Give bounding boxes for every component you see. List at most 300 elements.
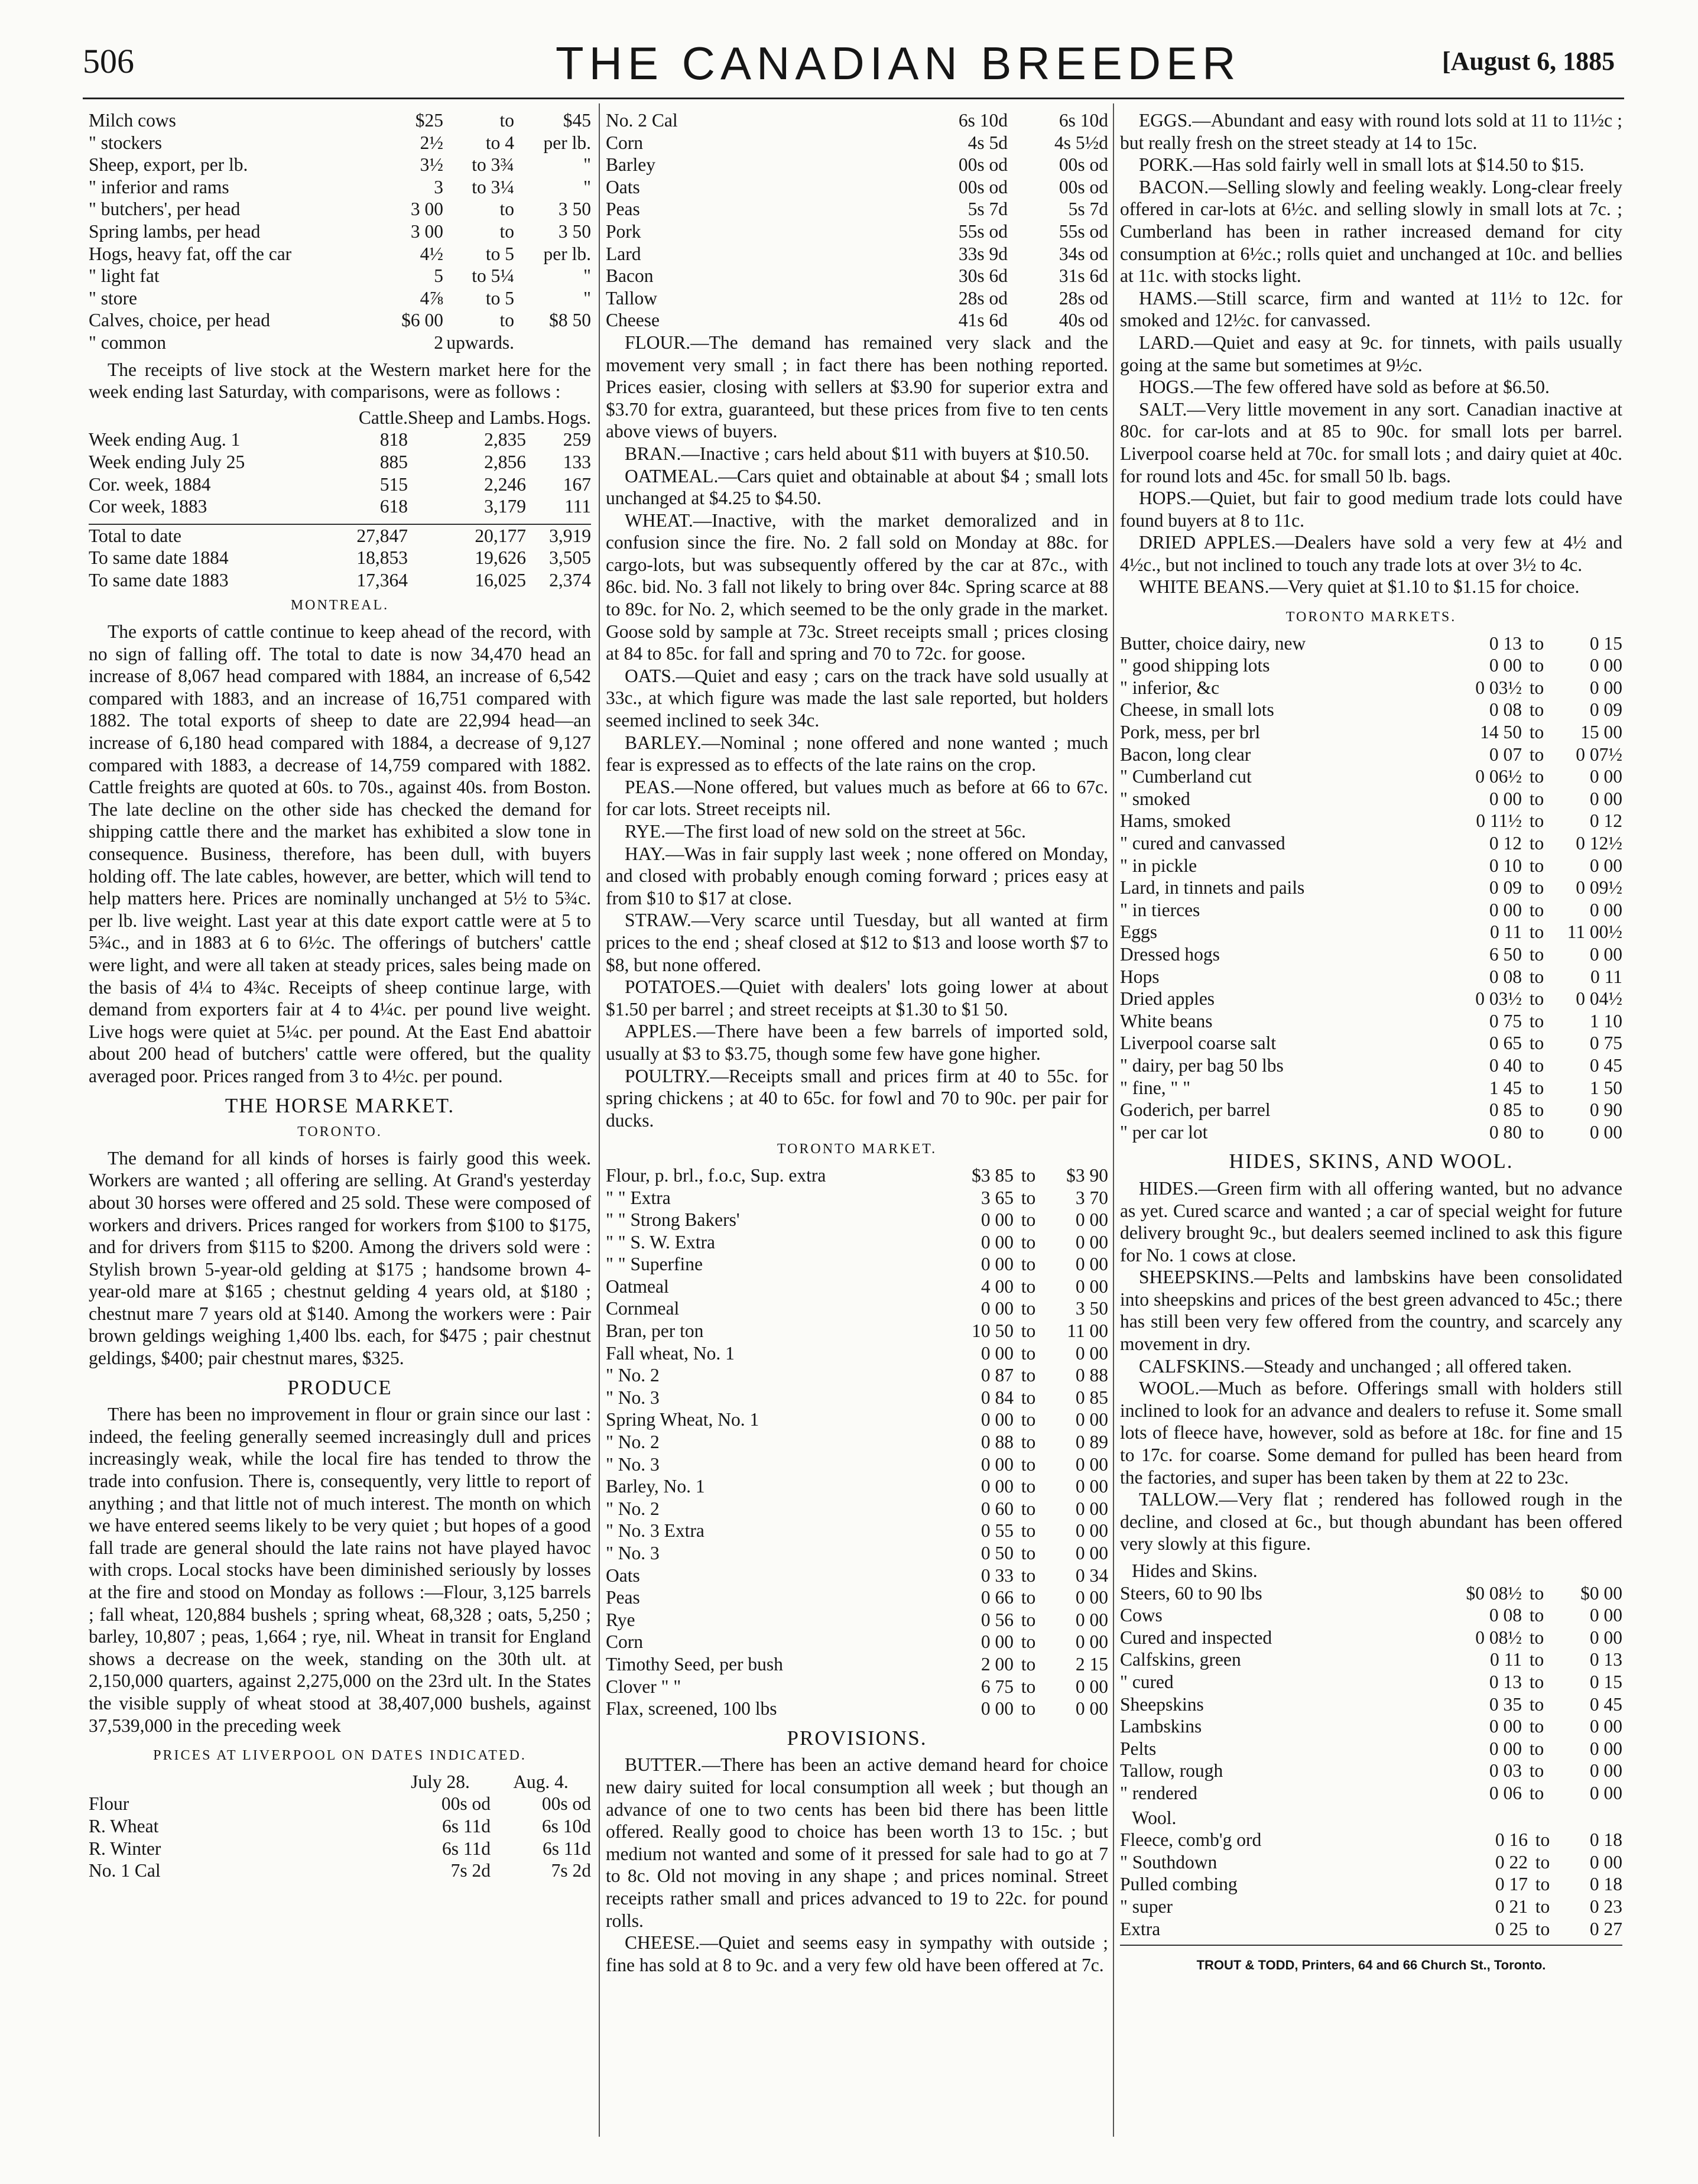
table-cell: No. 2 Cal bbox=[606, 110, 678, 131]
table-cell: Pulled combing bbox=[1120, 1874, 1238, 1895]
table-row bbox=[606, 1520, 1108, 1542]
report-paragraph: FLOUR.—The demand has remained very slack and the movement very small ; in fact there has been nothing reported. Prices easier, closing with sellers at $3.90 for superior extra and $3.70 for extra, guaranteed, but these prices from five to ten cents above views of buyers. bbox=[606, 332, 1108, 442]
column-3 bbox=[1120, 109, 1622, 1977]
table-cell: " per car lot bbox=[1120, 1121, 1208, 1143]
table-cell: to bbox=[1529, 655, 1544, 676]
table-cell: 0 88 bbox=[1075, 1365, 1108, 1386]
report-paragraph: STRAW.—Very scarce until Tuesday, but all wanted at firm prices to the end ; sheaf closed at $12 to $13 and loose worth $7 to $8, but none offered. bbox=[606, 910, 1108, 975]
table-cell: Corn bbox=[606, 132, 643, 153]
table-row bbox=[606, 1475, 1108, 1498]
table-cell: Cows bbox=[1120, 1605, 1163, 1626]
provisions-heading: PROVISIONS. bbox=[787, 1726, 927, 1750]
table-row bbox=[1120, 1693, 1622, 1716]
table-row bbox=[606, 309, 1108, 332]
table-row bbox=[606, 1565, 1108, 1587]
table-cell: 0 00 bbox=[1489, 655, 1522, 676]
report-paragraph: WHEAT.—Inactive, with the market demoralized and in confusion since the fire. No. 2 fall sold on Monday at 88c. for cargo-lots, but was subsequently offered by the car at 87c., with 86c. bid. No. 3 fall not likely to bring over 84c. Spring scarce at 88 to 89c. for No. 2, which seemed to be the only grade in the market. Goose sold by sample at 73c. Street receipts small ; prices closing at 84 to 85c. for fall and spring and 70 to 72c. for goose. bbox=[606, 510, 1108, 664]
table-row bbox=[89, 198, 591, 220]
table-cell: 0 00 bbox=[1589, 1782, 1622, 1803]
grain-market-reports bbox=[606, 332, 1108, 1131]
hides-heading: HIDES, SKINS, AND WOOL. bbox=[1229, 1150, 1514, 1173]
table-cell: Pelts bbox=[1120, 1738, 1157, 1759]
table-cell: Oats bbox=[606, 176, 640, 197]
table-row bbox=[606, 1320, 1108, 1342]
table-cell: 0 11 bbox=[1590, 966, 1622, 987]
table-cell: Butter, choice dairy, new bbox=[1120, 632, 1306, 654]
table-row bbox=[1120, 721, 1622, 744]
table-cell: 14 50 bbox=[1480, 722, 1522, 743]
masthead-title: THE CANADIAN BREEDER bbox=[556, 37, 1241, 89]
table-cell: Spring lambs, per head bbox=[89, 220, 261, 242]
table-cell: Hops bbox=[1120, 966, 1160, 987]
table-cell: to bbox=[1535, 1874, 1550, 1895]
report-paragraph: POULTRY.—Receipts small and prices firm at 40 to 55c. for spring chickens ; at 40 to 65c. for fowl and 70 to 90c. per pair for ducks. bbox=[606, 1065, 1108, 1131]
table-cell: to bbox=[1529, 988, 1544, 1010]
table-cell: 11 00½ bbox=[1567, 921, 1622, 943]
table-cell: 27,847 bbox=[356, 525, 408, 546]
table-row bbox=[1120, 744, 1622, 766]
table-cell: to bbox=[1021, 1432, 1036, 1453]
table-cell: 0 03½ bbox=[1475, 677, 1522, 698]
table-cell: 0 13 bbox=[1489, 1671, 1522, 1692]
table-cell: Calfskins, green bbox=[1120, 1649, 1241, 1670]
table-cell: Pork, mess, per brl bbox=[1120, 722, 1261, 743]
table-row bbox=[89, 109, 591, 132]
table-cell: Oats bbox=[606, 1565, 640, 1586]
table-cell: to bbox=[1021, 1587, 1036, 1608]
table-cell: 0 00 bbox=[1589, 655, 1622, 676]
report-paragraph: CALFSKINS.—Steady and unchanged ; all offered taken. bbox=[1139, 1355, 1572, 1377]
table-cell: 0 50 bbox=[981, 1543, 1014, 1563]
table-cell: to bbox=[1021, 1609, 1036, 1630]
table-cell: 7s 2d bbox=[450, 1860, 491, 1881]
table-cell: 0 00 bbox=[1589, 1121, 1622, 1143]
table-row bbox=[606, 1542, 1108, 1565]
table-row bbox=[1120, 677, 1622, 699]
table-cell: 818 bbox=[379, 429, 408, 450]
table-cell: 00s od bbox=[958, 176, 1008, 197]
table-cell bbox=[514, 332, 591, 354]
table-cell: " bbox=[583, 287, 591, 309]
table-row bbox=[606, 132, 1108, 154]
table-cell: $0 08½ bbox=[1466, 1582, 1522, 1604]
table-row bbox=[1120, 1715, 1622, 1738]
table-cell bbox=[89, 407, 313, 429]
table-row bbox=[1120, 632, 1622, 655]
table-cell: 6s 11d bbox=[442, 1815, 491, 1836]
table-row bbox=[606, 1253, 1108, 1276]
table-cell: 55s od bbox=[958, 220, 1008, 242]
table-cell: 0 10 bbox=[1489, 855, 1522, 876]
table-cell: " cured and canvassed bbox=[1120, 833, 1285, 854]
table-cell: 4s 5½d bbox=[1054, 132, 1108, 153]
table-cell: 4 00 bbox=[981, 1276, 1014, 1297]
table-cell: 0 75 bbox=[1489, 1010, 1522, 1031]
table-cell: to 3¾ bbox=[472, 154, 514, 176]
table-cell: 0 12 bbox=[1589, 810, 1622, 832]
table-cell: 0 00 bbox=[1589, 766, 1622, 787]
table-cell: 0 08 bbox=[1489, 699, 1522, 721]
table-cell: 28s od bbox=[1059, 287, 1108, 309]
report-paragraph: OATMEAL.—Cars quiet and obtainable at about $4 ; small lots unchanged at $4.25 to $4.50. bbox=[606, 465, 1108, 509]
table-cell: 0 45 bbox=[1589, 1054, 1622, 1076]
table-cell: 0 12 bbox=[1489, 833, 1522, 854]
table-cell: 6 75 bbox=[981, 1676, 1014, 1697]
table-cell: " smoked bbox=[1120, 788, 1190, 809]
table-cell: to bbox=[1021, 1453, 1036, 1475]
table-cell: Cheese bbox=[606, 310, 660, 331]
table-cell: to bbox=[1021, 1254, 1036, 1275]
table-row bbox=[606, 1209, 1108, 1231]
table-row bbox=[89, 243, 591, 265]
table-cell: to bbox=[1529, 1716, 1544, 1737]
column-rule bbox=[599, 103, 600, 2137]
report-paragraph: SALT.—Very little movement in any sort. Canadian inactive at 80c. for car-lots and at 85 to 90c. for small lots per barrel. Liverpool coarse held at 70c. for small lots ; and dairy quiet at 40c. for round lots and 45c. for small 50 lb. bags. bbox=[1120, 398, 1622, 486]
table-cell: 0 09 bbox=[1589, 699, 1622, 721]
table-cell: 111 bbox=[564, 496, 591, 517]
table-cell: 3,919 bbox=[549, 525, 591, 546]
table-row bbox=[606, 1364, 1108, 1387]
table-row bbox=[1120, 966, 1622, 988]
table-row bbox=[606, 1409, 1108, 1431]
table-cell: to 5¼ bbox=[472, 265, 514, 287]
table-cell: 0 00 bbox=[981, 1631, 1014, 1653]
table-cell: 2,374 bbox=[549, 569, 591, 590]
table-cell: 0 00 bbox=[1075, 1587, 1108, 1608]
table-row bbox=[1120, 1918, 1622, 1940]
table-cell: 0 00 bbox=[981, 1409, 1014, 1430]
table-cell: $3 85 bbox=[972, 1164, 1014, 1186]
table-cell: July 28. bbox=[411, 1771, 470, 1792]
table-cell: " Southdown bbox=[1120, 1851, 1218, 1873]
report-paragraph: HAY.—Was in fair supply last week ; none offered on Monday, and closed with probably enough coming forward ; prices easy at from $10 to $17 at close. bbox=[606, 843, 1108, 908]
table-row bbox=[1120, 832, 1622, 855]
wool-subheading: Wool. bbox=[1132, 1807, 1177, 1828]
table-cell: 0 13 bbox=[1489, 632, 1522, 654]
table-cell: Hogs. bbox=[547, 407, 591, 428]
table-cell: 0 85 bbox=[1489, 1099, 1522, 1121]
table-cell: No. 1 Cal bbox=[89, 1860, 161, 1881]
table-cell: 0 15 bbox=[1589, 632, 1622, 654]
column-1 bbox=[89, 109, 591, 1882]
table-cell: 3,179 bbox=[484, 496, 526, 517]
table-cell: 0 13 bbox=[1589, 1649, 1622, 1670]
table-cell: 0 00 bbox=[1075, 1453, 1108, 1475]
table-cell: 3 70 bbox=[1075, 1187, 1108, 1208]
table-cell: 0 09 bbox=[1489, 877, 1522, 898]
table-cell: " stockers bbox=[89, 132, 162, 153]
report-paragraph: EGGS.—Abundant and easy with round lots sold at 11 to 11½c ; but really fresh on the street steady at 14 to 15c. bbox=[1120, 110, 1622, 153]
table-row bbox=[606, 1342, 1108, 1365]
table-cell: Oatmeal bbox=[606, 1276, 669, 1297]
table-row bbox=[89, 451, 591, 473]
table-cell: 3½ bbox=[420, 154, 443, 176]
table-cell: to bbox=[1529, 1605, 1544, 1626]
table-cell: Rye bbox=[606, 1609, 635, 1630]
table-cell: Cor. week, 1884 bbox=[89, 473, 211, 495]
table-cell: 20,177 bbox=[475, 525, 526, 546]
table-cell: to bbox=[1021, 1365, 1036, 1386]
table-cell: 0 23 bbox=[1589, 1896, 1622, 1917]
table-cell: to bbox=[1021, 1631, 1036, 1653]
report-paragraph: POTATOES.—Quiet with dealers' lots going lower at about $1.50 per barrel ; and street receipts at $1.30 to $1 50. bbox=[606, 976, 1108, 1020]
table-row bbox=[606, 243, 1108, 265]
table-cell: 0 07 bbox=[1489, 744, 1522, 765]
table-cell: 3 50 bbox=[1075, 1298, 1108, 1319]
table-cell: to bbox=[1021, 1565, 1036, 1586]
table-cell: Fleece, comb'g ord bbox=[1120, 1829, 1262, 1851]
table-cell: 0 34 bbox=[1075, 1565, 1108, 1586]
table-cell: " in tierces bbox=[1120, 899, 1200, 920]
table-cell: to bbox=[1021, 1676, 1036, 1697]
table-row bbox=[1120, 788, 1622, 810]
table-row bbox=[606, 1631, 1108, 1653]
table-cell: 0 00 bbox=[1489, 899, 1522, 920]
table-row bbox=[606, 1297, 1108, 1320]
table-cell: 0 08 bbox=[1489, 1605, 1522, 1626]
table-row bbox=[1120, 988, 1622, 1010]
table-cell: Week ending Aug. 1 bbox=[89, 429, 241, 450]
table-cell: 6 50 bbox=[1489, 943, 1522, 965]
table-cell: " store bbox=[89, 287, 137, 309]
table-cell: to bbox=[1021, 1164, 1036, 1186]
table-cell: 0 11½ bbox=[1476, 810, 1522, 832]
table-row bbox=[606, 287, 1108, 310]
wool-table bbox=[1120, 1829, 1622, 1940]
table-cell: Tallow bbox=[606, 287, 658, 309]
table-cell: 4⅞ bbox=[420, 287, 443, 309]
table-cell: 0 89 bbox=[1075, 1432, 1108, 1453]
table-cell: 0 06 bbox=[1489, 1782, 1522, 1803]
table-row bbox=[1120, 855, 1622, 877]
table-cell: to bbox=[1021, 1498, 1036, 1519]
table-cell: to bbox=[1529, 899, 1544, 920]
hides-reports bbox=[1120, 1177, 1622, 1555]
table-cell: " inferior, &c bbox=[1120, 677, 1220, 698]
table-cell: Barley bbox=[606, 154, 655, 176]
table-cell: 6s 10d bbox=[1059, 110, 1108, 131]
table-row bbox=[89, 473, 591, 496]
table-cell: to bbox=[1529, 1582, 1544, 1604]
table-cell: 7s 2d bbox=[551, 1860, 591, 1881]
table-cell: to bbox=[499, 110, 514, 131]
table-cell: 0 00 bbox=[1589, 1760, 1622, 1781]
table-cell: 259 bbox=[563, 429, 591, 450]
table-cell: Bacon bbox=[606, 265, 654, 287]
table-row bbox=[1120, 1896, 1622, 1918]
table-cell: Lard bbox=[606, 243, 641, 264]
table-cell: 0 84 bbox=[981, 1387, 1014, 1408]
table-cell: " No. 3 Extra bbox=[606, 1520, 704, 1542]
table-cell: 1 50 bbox=[1589, 1077, 1622, 1098]
table-cell: Flour, p. brl., f.o.c, Sup. extra bbox=[606, 1164, 826, 1186]
table-cell: 167 bbox=[563, 473, 591, 495]
table-cell: 0 18 bbox=[1589, 1829, 1622, 1851]
receipts-intro: The receipts of live stock at the Western market here for the week ending last Saturday, with comparisons, were as follows : bbox=[89, 359, 591, 403]
report-paragraph: PORK.—Has sold fairly well in small lots at $14.50 to $15. bbox=[1139, 154, 1585, 176]
table-cell: Peas bbox=[606, 199, 640, 220]
report-paragraph: PEAS.—None offered, but values much as before at 66 to 67c. for car lots. Street receipts nil. bbox=[606, 776, 1108, 820]
table-cell: 2,246 bbox=[484, 473, 526, 495]
table-row bbox=[1120, 654, 1622, 677]
toronto-market-heading: TORONTO MARKET. bbox=[777, 1141, 937, 1157]
table-row bbox=[89, 332, 591, 354]
receipts-table bbox=[89, 407, 591, 592]
table-cell: to bbox=[1529, 1010, 1544, 1031]
table-cell: 17,364 bbox=[356, 569, 408, 590]
table-row bbox=[606, 109, 1108, 132]
table-cell: 2 00 bbox=[981, 1653, 1014, 1674]
horse-market-subheading: TORONTO. bbox=[297, 1124, 382, 1140]
table-row bbox=[1120, 1010, 1622, 1033]
table-cell: " " Superfine bbox=[606, 1254, 703, 1275]
table-cell: 0 60 bbox=[981, 1498, 1014, 1519]
report-paragraph: CHEESE.—Quiet and seems easy in sympathy with outside ; fine has sold at 8 to 9c. and a very few old have been offered at 7c. bbox=[606, 1932, 1108, 1975]
toronto-market-table bbox=[606, 1164, 1108, 1720]
table-cell: 618 bbox=[379, 496, 408, 517]
table-cell: 0 00 bbox=[1589, 899, 1622, 920]
table-cell: Timothy Seed, per bush bbox=[606, 1653, 783, 1674]
table-cell: to bbox=[1021, 1653, 1036, 1674]
table-cell: to bbox=[1535, 1829, 1550, 1851]
table-cell: to 4 bbox=[485, 132, 514, 153]
table-row bbox=[606, 265, 1108, 287]
table-row bbox=[1120, 1604, 1622, 1627]
table-cell: 6s 10d bbox=[958, 110, 1008, 131]
table-row bbox=[89, 1860, 591, 1882]
table-row bbox=[89, 154, 591, 176]
table-cell: 0 00 bbox=[1489, 1716, 1522, 1737]
table-cell: 1 45 bbox=[1489, 1077, 1522, 1098]
table-cell: 5 bbox=[434, 265, 443, 287]
report-paragraph: BACON.—Selling slowly and feeling weakly. Long-clear freely offered in car-lots at 6½c. and selling slowly in small lots at 7c. ; Cumberland has been in rather increased demand for city consumption at 6½c.; rolls quiet and unchanged at 10c. and bellies at 11c. with stocks light. bbox=[1120, 176, 1622, 287]
table-cell: 885 bbox=[379, 451, 408, 472]
issue-date: [August 6, 1885 bbox=[1442, 47, 1615, 76]
table-cell: 0 00 bbox=[1075, 1498, 1108, 1519]
table-row bbox=[606, 176, 1108, 199]
table-cell: 6s 11d bbox=[442, 1838, 491, 1859]
table-cell: 0 12½ bbox=[1576, 833, 1622, 854]
table-cell: 3 00 bbox=[410, 199, 443, 220]
table-cell: 0 00 bbox=[1075, 1520, 1108, 1542]
table-cell: Eggs bbox=[1120, 921, 1157, 943]
table-cell: " in pickle bbox=[1120, 855, 1197, 876]
table-cell: " " Extra bbox=[606, 1187, 671, 1208]
table-cell: 0 00 bbox=[1075, 1476, 1108, 1497]
table-cell: to bbox=[1529, 833, 1544, 854]
table-cell: 30s 6d bbox=[958, 265, 1008, 287]
table-cell: to bbox=[1021, 1543, 1036, 1563]
table-row bbox=[606, 1276, 1108, 1298]
table-cell: to bbox=[1529, 632, 1544, 654]
table-cell: 0 00 bbox=[1589, 788, 1622, 809]
table-row bbox=[606, 1453, 1108, 1476]
table-cell: 0 88 bbox=[981, 1432, 1014, 1453]
table-cell: To same date 1883 bbox=[89, 569, 229, 590]
table-cell: 00s od bbox=[958, 154, 1008, 176]
table-row bbox=[89, 265, 591, 287]
table-cell: 0 07½ bbox=[1576, 744, 1622, 765]
produce-article: There has been no improvement in flour or grain since our last : indeed, the feeling generally seemed increasingly dull and prices increasingly weak, while the local fire has tended to throw the trade into confusion. There is, consequently, very little to report of anything ; and that little not of much interest. The month on which we have entered seems likely to be very quiet ; but hopes of a good fall trade are general should the late rains not have played havoc with crops. Local stocks have been diminished seriously by losses at the fire and stood on Monday as follows :—Flour, 3,125 barrels ; fall wheat, 120,884 bushels ; spring wheat, 68,328 ; oats, 5,250 ; barley, 10,807 ; peas, 1,664 ; rye, nil. Wheat in transit for England shows a decrease on the week, standing on the 30th ult. at 2,150,000 quarters, against 2,275,000 on the 23rd ult. In the States the visible supply of wheat stood at 38,407,000 bushels, against 37,539,000 in the preceding week bbox=[89, 1404, 591, 1736]
table-cell: to bbox=[1021, 1187, 1036, 1208]
table-cell: 0 45 bbox=[1589, 1693, 1622, 1715]
table-row bbox=[606, 1431, 1108, 1453]
table-row bbox=[606, 1387, 1108, 1409]
table-cell: 0 35 bbox=[1489, 1693, 1522, 1715]
table-cell: 515 bbox=[379, 473, 408, 495]
header-rule bbox=[83, 98, 1624, 99]
table-cell: " No. 2 bbox=[606, 1365, 660, 1386]
table-cell: $6 00 bbox=[401, 310, 443, 331]
table-cell: to bbox=[1021, 1476, 1036, 1497]
provisions-reports bbox=[606, 1754, 1108, 1976]
table-row bbox=[606, 1609, 1108, 1631]
table-cell: 0 11 bbox=[1490, 1649, 1522, 1670]
table-cell: 0 00 bbox=[1489, 1738, 1522, 1759]
table-cell: to bbox=[1529, 855, 1544, 876]
table-cell: 0 75 bbox=[1589, 1033, 1622, 1054]
table-cell: 3,505 bbox=[549, 547, 591, 569]
table-row bbox=[1120, 1873, 1622, 1896]
table-cell: 11 00 bbox=[1067, 1320, 1108, 1342]
table-cell: to bbox=[1529, 1760, 1544, 1781]
table-cell: " No. 2 bbox=[606, 1432, 660, 1453]
table-row bbox=[89, 1815, 591, 1838]
table-row bbox=[1120, 765, 1622, 788]
table-cell: 0 00 bbox=[981, 1231, 1014, 1252]
table-row bbox=[89, 287, 591, 310]
table-cell: 5s 7d bbox=[1068, 199, 1108, 220]
table-row bbox=[1120, 921, 1622, 943]
table-cell: " butchers', per head bbox=[89, 199, 241, 220]
livestock-price-list bbox=[89, 109, 591, 354]
table-cell: 0 00 bbox=[1075, 1609, 1108, 1630]
table-cell: to bbox=[1529, 677, 1544, 698]
table-row bbox=[1120, 1032, 1622, 1054]
table-cell: Total to date bbox=[89, 525, 181, 546]
table-cell: 0 00 bbox=[1075, 1254, 1108, 1275]
table-cell: Sheep, export, per lb. bbox=[89, 154, 248, 176]
table-row bbox=[1120, 1099, 1622, 1121]
table-cell: " " Strong Bakers' bbox=[606, 1209, 740, 1231]
table-cell: Dried apples bbox=[1120, 988, 1215, 1010]
table-cell: to bbox=[1529, 877, 1544, 898]
table-cell: 0 00 bbox=[1489, 788, 1522, 809]
table-cell: 0 27 bbox=[1589, 1918, 1622, 1939]
table-cell: to bbox=[1529, 722, 1544, 743]
table-cell: 0 65 bbox=[1489, 1033, 1522, 1054]
table-cell: Bacon, long clear bbox=[1120, 744, 1251, 765]
table-row bbox=[606, 1586, 1108, 1609]
table-row bbox=[1120, 1627, 1622, 1649]
table-cell: " No. 3 bbox=[606, 1453, 660, 1475]
table-cell: " bbox=[583, 176, 591, 197]
table-cell: to bbox=[1529, 966, 1544, 987]
table-cell: 0 00 bbox=[1075, 1231, 1108, 1252]
table-cell: " " S. W. Extra bbox=[606, 1231, 715, 1252]
column-rule bbox=[1113, 103, 1114, 2137]
table-cell: to bbox=[1021, 1298, 1036, 1319]
table-cell: to bbox=[1021, 1698, 1036, 1719]
report-paragraph: APPLES.—There have been a few barrels of imported sold, usually at $3 to $3.75, though some few have gone higher. bbox=[606, 1021, 1108, 1064]
toronto-markets-table bbox=[1120, 632, 1622, 1144]
page-number: 506 bbox=[83, 42, 134, 80]
table-cell: 0 00 bbox=[1589, 677, 1622, 698]
table-cell: $25 bbox=[415, 110, 443, 131]
table-cell: Calves, choice, per head bbox=[89, 310, 270, 331]
table-cell: " Cumberland cut bbox=[1120, 766, 1252, 787]
table-cell: Steers, 60 to 90 lbs bbox=[1120, 1582, 1262, 1604]
